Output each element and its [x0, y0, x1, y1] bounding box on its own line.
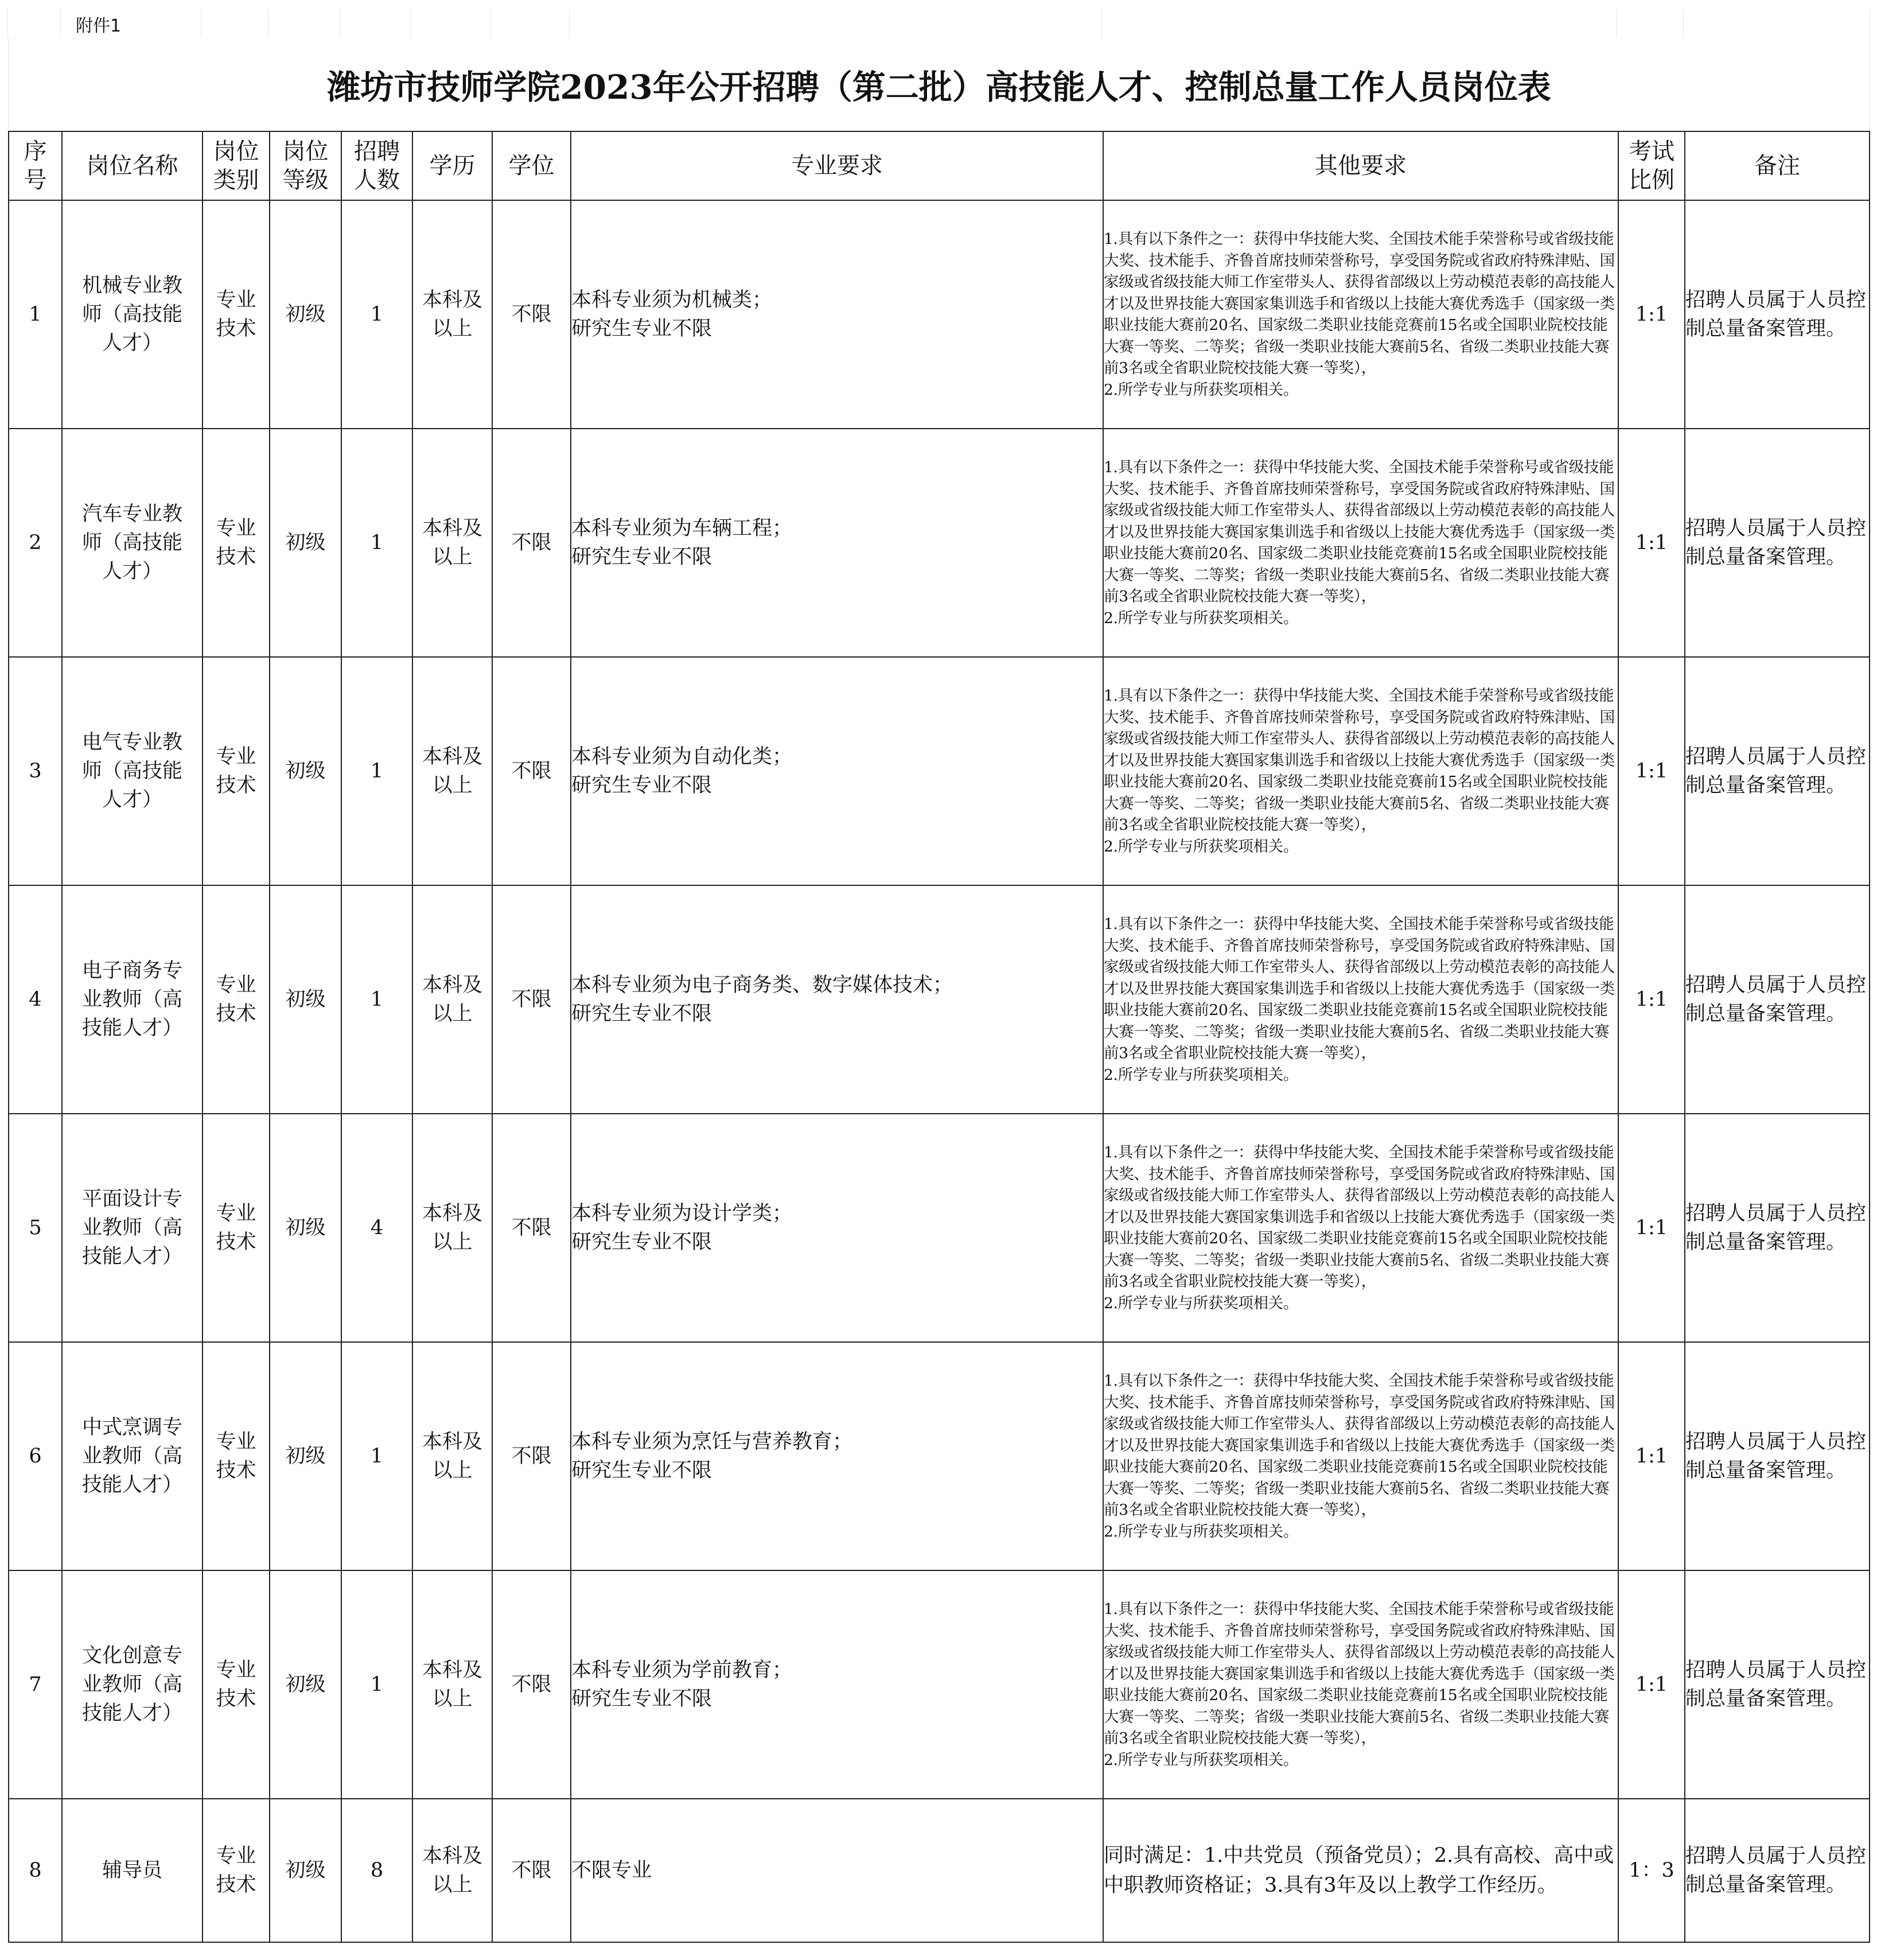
cell-other: 同时满足：1.中共党员（预备党员）；2.具有高校、高中或中职教师资格证；3.具有3年及以上教学工作经历。: [1103, 1799, 1618, 1942]
cell-major: 本科专业须为学前教育； 研究生专业不限: [571, 1570, 1103, 1799]
cell-level: 初级: [270, 885, 341, 1114]
cell-name: 文化创意专 业教师（高 技能人才）: [62, 1570, 203, 1799]
header-major: 专业要求: [571, 131, 1103, 200]
cell-other: 1.具有以下条件之一：获得中华技能大奖、全国技术能手荣誉称号或省级技能大奖、技术能手、齐鲁首席技师荣誉称号，享受国务院或省政府特殊津贴、国家级或省级技能大师工作室带头人、获得省部级以上劳动模范表彰的高技能人才以及世界技能大赛国家集训选手和省级以上技能大赛优秀选手（国家级一类职业技能大赛前20名、国家级二类职业技能竞赛前15名或全国职业院校技能大赛一等奖、二等奖；省级一类职业技能大赛前5名、省级二类职业技能大赛前3名或全省职业院校技能大赛一等奖）， 2.所学专业与所获奖项相关。: [1103, 657, 1618, 885]
cell-degree: 不限: [492, 885, 571, 1114]
cell-seq: 6: [9, 1342, 62, 1570]
cell-level: 初级: [270, 200, 341, 429]
cell-remark: 招聘人员属于人员控制总量备案管理。: [1685, 200, 1870, 429]
cell-ratio: 1:1: [1618, 885, 1685, 1114]
cell-ratio: 1:1: [1618, 1114, 1685, 1342]
attachment-label: 附件1: [76, 16, 122, 36]
cell-name: 机械专业教 师（高技能 人才）: [62, 200, 203, 429]
cell-education: 本科及 以上: [412, 1570, 492, 1799]
cell-major: 本科专业须为设计学类； 研究生专业不限: [571, 1114, 1103, 1342]
cell-other: 1.具有以下条件之一：获得中华技能大奖、全国技术能手荣誉称号或省级技能大奖、技术能手、齐鲁首席技师荣誉称号，享受国务院或省政府特殊津贴、国家级或省级技能大师工作室带头人、获得省部级以上劳动模范表彰的高技能人才以及世界技能大赛国家集训选手和省级以上技能大赛优秀选手（国家级一类职业技能大赛前20名、国家级二类职业技能竞赛前15名或全国职业院校技能大赛一等奖、二等奖；省级一类职业技能大赛前5名、省级二类职业技能大赛前3名或全省职业院校技能大赛一等奖）， 2.所学专业与所获奖项相关。: [1103, 1570, 1618, 1799]
cell-level: 初级: [270, 429, 341, 657]
cell-level: 初级: [270, 1799, 341, 1942]
cell-degree: 不限: [492, 1799, 571, 1942]
cell-remark: 招聘人员属于人员控制总量备案管理。: [1685, 1799, 1870, 1942]
table-row: [9, 429, 1870, 657]
cell-count: 1: [341, 885, 412, 1114]
cell-ratio: 1:1: [1618, 1570, 1685, 1799]
cell-major: 本科专业须为烹饪与营养教育； 研究生专业不限: [571, 1342, 1103, 1570]
cell-remark: 招聘人员属于人员控制总量备案管理。: [1685, 1570, 1870, 1799]
cell-education: 本科及 以上: [412, 657, 492, 885]
cell-major: 本科专业须为电子商务类、数字媒体技术； 研究生专业不限: [571, 885, 1103, 1114]
cell-level: 初级: [270, 1570, 341, 1799]
cell-level: 初级: [270, 1114, 341, 1342]
cell-ratio: 1:1: [1618, 657, 1685, 885]
cell-category: 专业 技术: [203, 429, 270, 657]
table-row: [9, 1114, 1870, 1342]
cell-name: 电子商务专 业教师（高 技能人才）: [62, 885, 203, 1114]
cell-education: 本科及 以上: [412, 429, 492, 657]
cell-other: 1.具有以下条件之一：获得中华技能大奖、全国技术能手荣誉称号或省级技能大奖、技术能手、齐鲁首席技师荣誉称号，享受国务院或省政府特殊津贴、国家级或省级技能大师工作室带头人、获得省部级以上劳动模范表彰的高技能人才以及世界技能大赛国家集训选手和省级以上技能大赛优秀选手（国家级一类职业技能大赛前20名、国家级二类职业技能竞赛前15名或全国职业院校技能大赛一等奖、二等奖；省级一类职业技能大赛前5名、省级二类职业技能大赛前3名或全省职业院校技能大赛一等奖）， 2.所学专业与所获奖项相关。: [1103, 200, 1618, 429]
cell-seq: 5: [9, 1114, 62, 1342]
cell-name: 电气专业教 师（高技能 人才）: [62, 657, 203, 885]
table-row: [9, 885, 1870, 1114]
cell-major: 本科专业须为车辆工程； 研究生专业不限: [571, 429, 1103, 657]
cell-category: 专业 技术: [203, 1799, 270, 1942]
cell-remark: 招聘人员属于人员控制总量备案管理。: [1685, 657, 1870, 885]
sheet-gridlines: [7, 9, 1870, 38]
cell-education: 本科及 以上: [412, 200, 492, 429]
cell-ratio: 1:1: [1618, 200, 1685, 429]
cell-seq: 1: [9, 200, 62, 429]
cell-degree: 不限: [492, 1570, 571, 1799]
cell-degree: 不限: [492, 200, 571, 429]
position-table: [8, 131, 1870, 1943]
header-remark: 备注: [1685, 131, 1870, 200]
cell-education: 本科及 以上: [412, 1114, 492, 1342]
cell-name: 辅导员: [62, 1799, 203, 1942]
header-level: 岗位 等级: [270, 131, 341, 200]
header-seq: 序 号: [9, 131, 62, 200]
table-row: [9, 657, 1870, 885]
cell-name: 汽车专业教 师（高技能 人才）: [62, 429, 203, 657]
cell-category: 专业 技术: [203, 200, 270, 429]
cell-remark: 招聘人员属于人员控制总量备案管理。: [1685, 1342, 1870, 1570]
cell-degree: 不限: [492, 1114, 571, 1342]
cell-seq: 4: [9, 885, 62, 1114]
cell-ratio: 1:1: [1618, 429, 1685, 657]
header-education: 学历: [412, 131, 492, 200]
header-ratio: 考试 比例: [1618, 131, 1685, 200]
cell-count: 1: [341, 1570, 412, 1799]
cell-seq: 7: [9, 1570, 62, 1799]
cell-education: 本科及 以上: [412, 1342, 492, 1570]
cell-other: 1.具有以下条件之一：获得中华技能大奖、全国技术能手荣誉称号或省级技能大奖、技术能手、齐鲁首席技师荣誉称号，享受国务院或省政府特殊津贴、国家级或省级技能大师工作室带头人、获得省部级以上劳动模范表彰的高技能人才以及世界技能大赛国家集训选手和省级以上技能大赛优秀选手（国家级一类职业技能大赛前20名、国家级二类职业技能竞赛前15名或全国职业院校技能大赛一等奖、二等奖；省级一类职业技能大赛前5名、省级二类职业技能大赛前3名或全省职业院校技能大赛一等奖）， 2.所学专业与所获奖项相关。: [1103, 1114, 1618, 1342]
cell-count: 1: [341, 1342, 412, 1570]
cell-remark: 招聘人员属于人员控制总量备案管理。: [1685, 1114, 1870, 1342]
cell-count: 1: [341, 657, 412, 885]
cell-remark: 招聘人员属于人员控制总量备案管理。: [1685, 429, 1870, 657]
header-count: 招聘 人数: [341, 131, 412, 200]
cell-category: 专业 技术: [203, 657, 270, 885]
cell-degree: 不限: [492, 429, 571, 657]
cell-name: 中式烹调专 业教师（高 技能人才）: [62, 1342, 203, 1570]
cell-major: 不限专业: [571, 1799, 1103, 1942]
cell-category: 专业 技术: [203, 1342, 270, 1570]
cell-count: 8: [341, 1799, 412, 1942]
cell-degree: 不限: [492, 657, 571, 885]
cell-count: 1: [341, 200, 412, 429]
cell-seq: 2: [9, 429, 62, 657]
cell-major: 本科专业须为机械类； 研究生专业不限: [571, 200, 1103, 429]
cell-seq: 8: [9, 1799, 62, 1942]
cell-name: 平面设计专 业教师（高 技能人才）: [62, 1114, 203, 1342]
cell-ratio: 1:1: [1618, 1342, 1685, 1570]
header-degree: 学位: [492, 131, 571, 200]
cell-major: 本科专业须为自动化类； 研究生专业不限: [571, 657, 1103, 885]
table-row: [9, 1570, 1870, 1799]
cell-count: 1: [341, 429, 412, 657]
cell-category: 专业 技术: [203, 885, 270, 1114]
cell-education: 本科及 以上: [412, 885, 492, 1114]
cell-seq: 3: [9, 657, 62, 885]
cell-level: 初级: [270, 1342, 341, 1570]
header-other: 其他要求: [1103, 131, 1618, 200]
cell-degree: 不限: [492, 1342, 571, 1570]
cell-other: 1.具有以下条件之一：获得中华技能大奖、全国技术能手荣誉称号或省级技能大奖、技术能手、齐鲁首席技师荣誉称号，享受国务院或省政府特殊津贴、国家级或省级技能大师工作室带头人、获得省部级以上劳动模范表彰的高技能人才以及世界技能大赛国家集训选手和省级以上技能大赛优秀选手（国家级一类职业技能大赛前20名、国家级二类职业技能竞赛前15名或全国职业院校技能大赛一等奖、二等奖；省级一类职业技能大赛前5名、省级二类职业技能大赛前3名或全省职业院校技能大赛一等奖）， 2.所学专业与所获奖项相关。: [1103, 1342, 1618, 1570]
cell-category: 专业 技术: [203, 1570, 270, 1799]
cell-level: 初级: [270, 657, 341, 885]
header-category: 岗位 类别: [203, 131, 270, 200]
table-header-row: [9, 131, 1870, 200]
cell-education: 本科及 以上: [412, 1799, 492, 1942]
cell-category: 专业 技术: [203, 1114, 270, 1342]
header-name: 岗位名称: [62, 131, 203, 200]
cell-ratio: 1：3: [1618, 1799, 1685, 1942]
cell-count: 4: [341, 1114, 412, 1342]
cell-remark: 招聘人员属于人员控制总量备案管理。: [1685, 885, 1870, 1114]
cell-other: 1.具有以下条件之一：获得中华技能大奖、全国技术能手荣誉称号或省级技能大奖、技术能手、齐鲁首席技师荣誉称号，享受国务院或省政府特殊津贴、国家级或省级技能大师工作室带头人、获得省部级以上劳动模范表彰的高技能人才以及世界技能大赛国家集训选手和省级以上技能大赛优秀选手（国家级一类职业技能大赛前20名、国家级二类职业技能竞赛前15名或全国职业院校技能大赛一等奖、二等奖；省级一类职业技能大赛前5名、省级二类职业技能大赛前3名或全省职业院校技能大赛一等奖）， 2.所学专业与所获奖项相关。: [1103, 429, 1618, 657]
page-title: 潍坊市技师学院2023年公开招聘（第二批）高技能人才、控制总量工作人员岗位表: [8, 38, 1870, 131]
table-row: [9, 200, 1870, 429]
cell-other: 1.具有以下条件之一：获得中华技能大奖、全国技术能手荣誉称号或省级技能大奖、技术能手、齐鲁首席技师荣誉称号，享受国务院或省政府特殊津贴、国家级或省级技能大师工作室带头人、获得省部级以上劳动模范表彰的高技能人才以及世界技能大赛国家集训选手和省级以上技能大赛优秀选手（国家级一类职业技能大赛前20名、国家级二类职业技能竞赛前15名或全国职业院校技能大赛一等奖、二等奖；省级一类职业技能大赛前5名、省级二类职业技能大赛前3名或全省职业院校技能大赛一等奖）， 2.所学专业与所获奖项相关。: [1103, 885, 1618, 1114]
table-row: [9, 1799, 1870, 1942]
table-row: [9, 1342, 1870, 1570]
